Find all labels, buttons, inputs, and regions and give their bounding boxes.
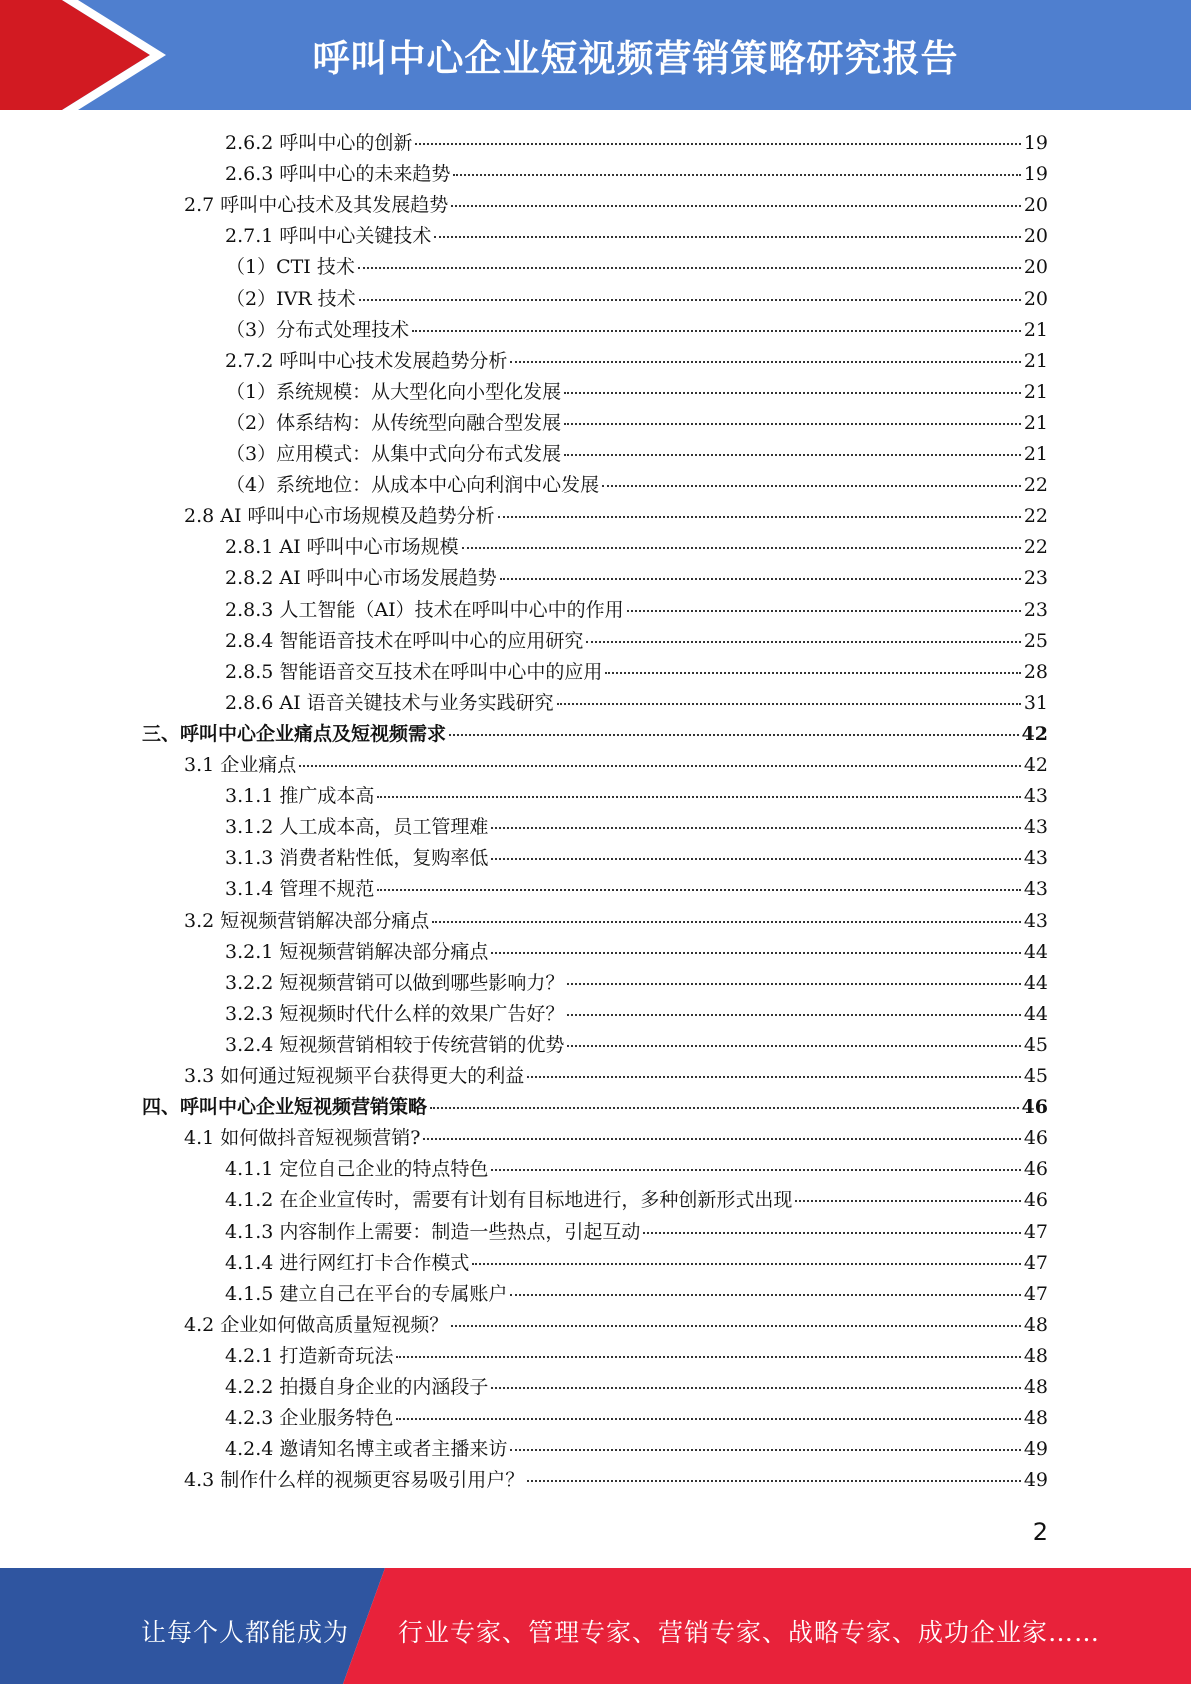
toc-entry-page: 49	[1023, 1469, 1048, 1492]
footer-slogan-right: 行业专家、管理专家、营销专家、战略专家、成功企业家……	[398, 1618, 1101, 1647]
toc-entry-page: 42	[1023, 754, 1048, 776]
toc-entry-title: 3.2.3 短视频时代什么样的效果广告好？	[225, 1002, 565, 1025]
toc-entry-title: 4.1.2 在企业宣传时，需要有计划有目标地进行，多种创新形式出现	[225, 1189, 793, 1212]
toc-dot-leader	[377, 888, 1020, 891]
toc-entry[interactable]	[226, 439, 1048, 470]
toc-entry[interactable]	[225, 874, 1048, 905]
toc-dot-leader	[462, 546, 1021, 549]
toc-entry[interactable]	[225, 1403, 1048, 1434]
toc-entry-title: 4.2 企业如何做高质量短视频？	[184, 1313, 449, 1336]
toc-entry-page: 21	[1023, 349, 1048, 372]
toc-entry-page: 23	[1023, 567, 1048, 590]
toc-dot-leader	[795, 1199, 1020, 1202]
toc-dot-leader	[510, 360, 1020, 363]
toc-dot-leader	[510, 1448, 1020, 1451]
toc-entry[interactable]	[225, 688, 1048, 719]
toc-entry-title: 2.7.2 呼叫中心技术发展趋势分析	[225, 349, 508, 372]
toc-entry-title: 四、呼叫中心企业短视频营销策略	[142, 1096, 428, 1119]
toc-entry-page: 21	[1023, 411, 1048, 434]
toc-entry-page: 31	[1023, 691, 1048, 714]
toc-entry-page: 46	[1023, 1158, 1048, 1181]
toc-entry[interactable]	[225, 1217, 1048, 1248]
toc-entry[interactable]	[225, 128, 1048, 159]
toc-entry-title: 3.1.1 推广成本高	[225, 785, 375, 808]
toc-dot-leader	[557, 702, 1021, 705]
toc-entry-title: 2.8 AI 呼叫中心市场规模及趋势分析	[184, 505, 495, 528]
report-footer	[0, 1568, 1191, 1684]
toc-entry-page: 25	[1023, 629, 1048, 652]
toc-entry[interactable]	[184, 906, 1048, 937]
toc-entry[interactable]	[142, 1092, 1048, 1123]
toc-entry-title: 3.1.3 消费者粘性低，复购率低	[225, 847, 489, 870]
toc-dot-leader	[299, 764, 1021, 767]
toc-entry-title: 2.8.3 人工智能（AI）技术在呼叫中心中的作用	[225, 598, 624, 621]
toc-entry-title: 4.2.1 打造新奇玩法	[225, 1344, 394, 1367]
toc-entry-page: 43	[1023, 785, 1048, 808]
toc-entry-page: 22	[1023, 505, 1048, 528]
toc-entry[interactable]	[226, 252, 1048, 283]
toc-entry-page: 20	[1023, 225, 1048, 248]
toc-entry[interactable]	[225, 221, 1048, 252]
toc-entry-page: 22	[1023, 474, 1048, 497]
report-title: 呼叫中心企业短视频营销策略研究报告	[312, 37, 959, 80]
toc-dot-leader	[510, 1293, 1020, 1296]
toc-entry-page: 42	[1021, 722, 1048, 745]
toc-entry[interactable]	[225, 1154, 1048, 1185]
toc-entry-page: 45	[1023, 1065, 1048, 1087]
toc-entry[interactable]	[142, 719, 1048, 750]
toc-entry[interactable]	[225, 1279, 1048, 1310]
toc-entry-title: （2）体系结构：从传统型向融合型发展	[226, 411, 562, 434]
toc-dot-leader	[377, 795, 1020, 798]
toc-dot-leader	[527, 1075, 1021, 1078]
toc-entry-page: 44	[1023, 1002, 1048, 1025]
toc-entry-page: 19	[1023, 163, 1048, 186]
toc-entry-page: 43	[1023, 878, 1048, 901]
toc-entry-page: 46	[1023, 1127, 1048, 1150]
toc-entry-title: 3.2 短视频营销解决部分痛点	[184, 909, 430, 932]
toc-entry[interactable]	[226, 284, 1048, 315]
toc-entry-title: 2.8.1 AI 呼叫中心市场规模	[225, 536, 459, 559]
toc-entry[interactable]	[225, 843, 1048, 874]
toc-entry-title: 4.3 制作什么样的视频更容易吸引用户？	[184, 1469, 525, 1492]
toc-entry-page: 21	[1023, 380, 1048, 403]
toc-entry-title: 2.6.2 呼叫中心的创新	[225, 132, 413, 154]
toc-entry[interactable]	[225, 1248, 1048, 1279]
toc-entry-title: 2.7 呼叫中心技术及其发展趋势	[184, 194, 449, 217]
toc-entry[interactable]	[225, 1030, 1048, 1061]
toc-entry-page: 20	[1023, 194, 1048, 217]
toc-entry[interactable]	[225, 999, 1048, 1030]
toc-entry-title: 三、呼叫中心企业痛点及短视频需求	[142, 722, 447, 745]
page-number: 2	[1032, 1518, 1048, 1546]
toc-entry[interactable]	[225, 812, 1048, 843]
toc-entry-page: 21	[1023, 443, 1048, 465]
toc-entry-page: 20	[1023, 256, 1048, 279]
toc-entry-title: 3.1 企业痛点	[184, 754, 297, 776]
toc-entry[interactable]	[225, 1341, 1048, 1372]
toc-entry-title: 2.6.3 呼叫中心的未来趋势	[225, 163, 451, 186]
toc-entry-page: 43	[1023, 816, 1048, 839]
toc-entry-page: 49	[1023, 1438, 1048, 1461]
toc-dot-leader	[432, 920, 1021, 923]
toc-entry-page: 46	[1021, 1096, 1048, 1119]
toc-entry-page: 20	[1023, 287, 1048, 310]
toc-entry[interactable]	[184, 750, 1048, 781]
toc-dot-leader	[527, 1479, 1021, 1482]
toc-entry-title: 4.2.3 企业服务特色	[225, 1407, 394, 1430]
toc-dot-leader	[358, 266, 1021, 269]
toc-entry[interactable]	[225, 1434, 1048, 1465]
toc-entry[interactable]	[225, 563, 1048, 594]
toc-entry-title: （4）系统地位：从成本中心向利润中心发展	[226, 474, 600, 497]
toc-entry[interactable]	[225, 657, 1048, 688]
toc-entry-title: 2.8.4 智能语音技术在呼叫中心的应用研究	[225, 629, 584, 652]
toc-entry-page: 43	[1023, 909, 1048, 932]
toc-entry-page: 47	[1023, 1282, 1048, 1305]
toc-entry-page: 28	[1023, 660, 1048, 683]
toc-dot-leader	[396, 1417, 1020, 1420]
toc-entry-title: 2.7.1 呼叫中心关键技术	[225, 225, 432, 248]
toc-entry[interactable]	[184, 501, 1048, 532]
toc-entry[interactable]	[184, 1310, 1048, 1341]
toc-entry-page: 21	[1023, 318, 1048, 341]
toc-dot-leader	[605, 671, 1020, 674]
toc-entry-title: 4.1.1 定位自己企业的特点特色	[225, 1158, 489, 1181]
toc-dot-leader	[500, 577, 1021, 580]
toc-entry-title: 4.1 如何做抖音短视频营销?	[184, 1127, 421, 1150]
toc-entry-page: 19	[1023, 132, 1048, 154]
toc-entry-title: 4.2.2 拍摄自身企业的内涵段子	[225, 1376, 489, 1398]
toc-dot-leader	[359, 298, 1021, 301]
toc-dot-leader	[491, 1386, 1020, 1389]
toc-entry-title: 3.1.2 人工成本高，员工管理难	[225, 816, 489, 839]
toc-dot-leader	[498, 515, 1021, 518]
toc-dot-leader	[453, 173, 1020, 176]
report-header	[0, 0, 1191, 110]
toc-entry[interactable]	[225, 595, 1048, 626]
toc-entry-title: 3.1.4 管理不规范	[225, 878, 375, 901]
toc-entry-title: 2.8.2 AI 呼叫中心市场发展趋势	[225, 567, 497, 590]
toc-entry[interactable]	[184, 1465, 1048, 1496]
toc-entry-page: 45	[1023, 1033, 1048, 1056]
header-red-arrow	[0, 0, 150, 110]
toc-entry[interactable]	[225, 1372, 1048, 1403]
toc-entry-page: 48	[1023, 1313, 1048, 1336]
toc-entry-title: 4.2.4 邀请知名博主或者主播来访	[225, 1438, 508, 1461]
toc-dot-leader	[627, 609, 1021, 612]
toc-entry-title: 2.8.6 AI 语音关键技术与业务实践研究	[225, 691, 554, 714]
toc-entry-page: 48	[1023, 1344, 1048, 1367]
toc-entry-page: 22	[1023, 536, 1048, 559]
toc-entry-title: 4.1.5 建立自己在平台的专属账户	[225, 1282, 508, 1305]
toc-entry-page: 48	[1023, 1407, 1048, 1430]
toc-entry[interactable]	[226, 315, 1048, 346]
toc-dot-leader	[434, 235, 1020, 238]
toc-entry-title: 4.1.3 内容制作上需要：制造一些热点，引起互动	[225, 1220, 641, 1243]
toc-dot-leader	[643, 1231, 1020, 1234]
toc-dot-leader	[430, 1106, 1019, 1109]
toc-dot-leader	[491, 951, 1020, 954]
toc-dot-leader	[567, 982, 1020, 985]
toc-entry-title: 3.2.1 短视频营销解决部分痛点	[225, 940, 489, 963]
toc-entry-title: 3.2.4 短视频营销相较于传统营销的优势	[225, 1033, 565, 1056]
toc-dot-leader	[567, 1013, 1020, 1016]
toc-entry-title: （2）IVR 技术	[226, 287, 356, 310]
toc-entry[interactable]	[225, 626, 1048, 657]
toc-entry[interactable]	[184, 1123, 1048, 1154]
footer-slogan-left: 让每个人都能成为	[141, 1618, 350, 1647]
toc-dot-leader	[491, 826, 1020, 829]
toc-dot-leader	[564, 422, 1021, 425]
toc-entry-page: 46	[1023, 1189, 1048, 1212]
toc-entry-page: 23	[1023, 598, 1048, 621]
toc-dot-leader	[449, 733, 1019, 736]
toc-dot-leader	[586, 640, 1020, 643]
toc-entry-title: 4.1.4 进行网红打卡合作模式	[225, 1251, 470, 1274]
toc-dot-leader	[423, 1137, 1020, 1140]
toc-entry[interactable]	[225, 532, 1048, 563]
toc-entry-title: （3）分布式处理技术	[226, 318, 410, 341]
toc-entry[interactable]	[226, 408, 1048, 439]
toc-dot-leader	[602, 484, 1021, 487]
toc-dot-leader	[451, 1324, 1021, 1327]
toc-dot-leader	[564, 453, 1021, 456]
toc-entry-title: 3.2.2 短视频营销可以做到哪些影响力？	[225, 971, 565, 994]
toc-entry-title: （1）CTI 技术	[226, 256, 355, 279]
toc-entry[interactable]	[225, 346, 1048, 377]
toc-entry-page: 47	[1023, 1251, 1048, 1274]
toc-entry-title: 3.3 如何通过短视频平台获得更大的利益	[184, 1065, 525, 1087]
toc-entry-title: （1）系统规模：从大型化向小型化发展	[226, 380, 562, 403]
toc-dot-leader	[396, 1355, 1020, 1358]
toc-entry[interactable]	[225, 968, 1048, 999]
toc-entry[interactable]	[225, 159, 1048, 190]
toc-entry[interactable]	[226, 470, 1048, 501]
toc-entry-page: 44	[1023, 971, 1048, 994]
toc-dot-leader	[472, 1262, 1020, 1265]
toc-entry[interactable]	[226, 377, 1048, 408]
toc-dot-leader	[567, 1044, 1020, 1047]
toc-entry-title: 2.8.5 智能语音交互技术在呼叫中心中的应用	[225, 660, 603, 683]
toc-entry-page: 48	[1023, 1376, 1048, 1398]
toc-dot-leader	[451, 204, 1021, 207]
toc-entry[interactable]	[225, 781, 1048, 812]
toc-entry[interactable]	[184, 190, 1048, 221]
toc-entry-page: 47	[1023, 1220, 1048, 1243]
toc-entry[interactable]	[184, 1061, 1048, 1092]
toc-entry-title: （3）应用模式：从集中式向分布式发展	[226, 443, 562, 465]
toc-entry-page: 44	[1023, 940, 1048, 963]
toc-dot-leader	[491, 857, 1020, 860]
toc-dot-leader	[564, 391, 1021, 394]
toc-entry-page: 43	[1023, 847, 1048, 870]
toc-entry[interactable]	[225, 937, 1048, 968]
toc-dot-leader	[491, 1168, 1020, 1171]
toc-dot-leader	[415, 142, 1020, 145]
toc-entry[interactable]	[225, 1185, 1048, 1216]
toc-dot-leader	[412, 329, 1021, 332]
